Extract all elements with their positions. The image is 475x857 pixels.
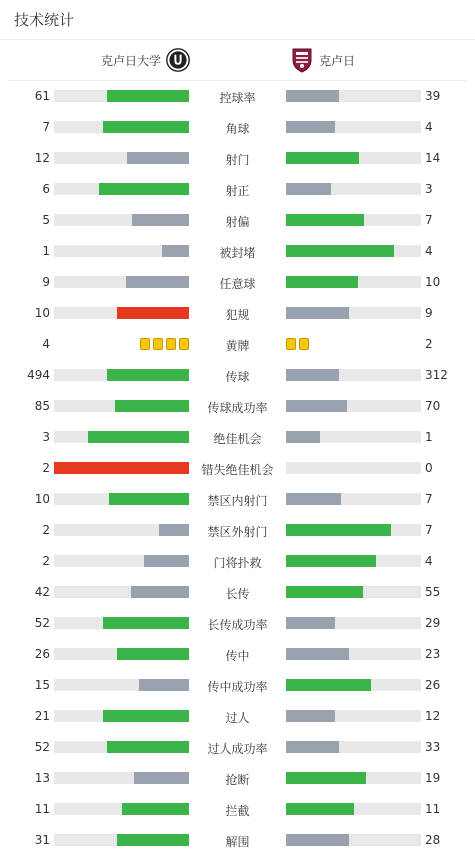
away-stat-value: 7 (425, 523, 433, 537)
home-bar-track (54, 183, 189, 195)
away-bar-fill (286, 307, 349, 319)
stat-row (0, 329, 475, 360)
home-bar-fill (103, 617, 189, 629)
home-bar-fill (159, 524, 189, 536)
away-bar-fill (286, 493, 341, 505)
stat-row (0, 422, 475, 453)
home-bar-track (54, 648, 189, 660)
away-bar-fill (286, 369, 339, 381)
away-bar-fill (286, 276, 358, 288)
stat-row (0, 453, 475, 484)
away-bar-fill (286, 90, 339, 102)
home-bar-fill (54, 462, 189, 474)
away-stat-value: 39 (425, 89, 441, 103)
team-header (8, 40, 467, 81)
away-stat-value: 3 (425, 182, 433, 196)
stat-label: 过人成功率 (207, 742, 268, 756)
away-bar-track (286, 555, 421, 567)
away-stat-value: 4 (425, 554, 433, 568)
stat-row (0, 143, 475, 174)
home-stat-value: 4 (42, 337, 50, 351)
away-bar-track (286, 772, 421, 784)
away-stat-value: 7 (425, 213, 433, 227)
home-bar-fill (144, 555, 189, 567)
home-bar-track (54, 617, 189, 629)
home-bar-track (54, 555, 189, 567)
away-bar-track (286, 400, 421, 412)
stat-row (0, 825, 475, 856)
stat-label: 射正 (225, 184, 250, 198)
stat-label: 禁区内射门 (207, 494, 268, 508)
away-bar-fill (286, 524, 391, 536)
home-stat-value: 10 (34, 306, 50, 320)
home-bar-track (54, 369, 189, 381)
away-yellow-cards (286, 338, 309, 350)
away-bar-fill (286, 183, 331, 195)
away-bar-fill (286, 710, 335, 722)
stat-row (0, 732, 475, 763)
away-bar-track (286, 152, 421, 164)
home-stat-value: 9 (42, 275, 50, 289)
away-stat-value: 12 (425, 709, 441, 723)
home-bar-fill (117, 648, 189, 660)
away-bar-track (286, 121, 421, 133)
stat-label: 射偏 (225, 215, 250, 229)
away-stat-value: 28 (425, 833, 441, 847)
stat-label: 长传成功率 (207, 618, 268, 632)
home-stat-value: 85 (34, 399, 50, 413)
stat-row (0, 763, 475, 794)
away-bar-track (286, 369, 421, 381)
away-team[interactable] (290, 47, 355, 73)
home-stat-value: 31 (34, 833, 50, 847)
home-bar-track (54, 245, 189, 257)
stat-label: 黄牌 (225, 339, 250, 353)
away-bar-fill (286, 586, 363, 598)
away-bar-fill (286, 121, 335, 133)
home-bar-fill (139, 679, 189, 691)
stat-row (0, 484, 475, 515)
yellow-card-icon (286, 338, 296, 350)
away-stat-value: 7 (425, 492, 433, 506)
home-bar-fill (122, 803, 190, 815)
away-bar-track (286, 307, 421, 319)
home-bar-fill (88, 431, 189, 443)
home-stat-value: 13 (34, 771, 50, 785)
stat-row (0, 391, 475, 422)
away-stat-value: 19 (425, 771, 441, 785)
away-bar-fill (286, 679, 371, 691)
home-stat-value: 494 (27, 368, 50, 382)
stat-label: 禁区外射门 (207, 525, 268, 539)
stat-label: 传球成功率 (207, 401, 268, 415)
stat-row (0, 205, 475, 236)
stat-row (0, 608, 475, 639)
home-bar-track (54, 524, 189, 536)
home-bar-track (54, 462, 189, 474)
home-bar-fill (99, 183, 189, 195)
away-bar-fill (286, 400, 347, 412)
home-bar-fill (126, 276, 189, 288)
stat-row (0, 267, 475, 298)
away-bar-track (286, 803, 421, 815)
stat-label: 抢断 (225, 773, 250, 787)
away-stat-value: 26 (425, 678, 441, 692)
home-stat-value: 2 (42, 554, 50, 568)
stat-row (0, 112, 475, 143)
yellow-card-icon (179, 338, 189, 350)
home-yellow-cards (140, 338, 189, 350)
home-stat-value: 52 (34, 616, 50, 630)
away-bar-fill (286, 617, 335, 629)
stat-label: 门将扑救 (213, 556, 262, 570)
stat-label: 长传 (225, 587, 250, 601)
away-stat-value: 4 (425, 120, 433, 134)
stat-label: 控球率 (219, 91, 256, 105)
home-stat-value: 21 (34, 709, 50, 723)
stat-row (0, 546, 475, 577)
home-bar-fill (127, 152, 189, 164)
home-bar-fill (107, 741, 189, 753)
home-stat-value: 5 (42, 213, 50, 227)
home-stat-value: 26 (34, 647, 50, 661)
stat-label: 传球 (225, 370, 250, 384)
home-bar-track (54, 400, 189, 412)
home-bar-fill (134, 772, 189, 784)
away-bar-track (286, 214, 421, 226)
stat-row (0, 794, 475, 825)
stat-label: 被封堵 (219, 246, 256, 260)
away-stat-value: 23 (425, 647, 441, 661)
away-stat-value: 2 (425, 337, 433, 351)
home-stat-value: 10 (34, 492, 50, 506)
stat-row (0, 670, 475, 701)
stat-label: 解围 (225, 835, 250, 849)
stat-label: 角球 (225, 122, 250, 136)
home-stat-value: 11 (34, 802, 50, 816)
stat-row (0, 701, 475, 732)
stat-row (0, 298, 475, 329)
home-team-name: 克卢日大学 (100, 53, 161, 68)
home-bar-track (54, 679, 189, 691)
away-team-name: 克卢日 (319, 53, 356, 68)
home-bar-fill (132, 214, 189, 226)
away-bar-track (286, 586, 421, 598)
away-stat-value: 9 (425, 306, 433, 320)
cfr-cluj-crest-icon (290, 47, 314, 73)
stat-label: 任意球 (219, 277, 256, 291)
home-bar-fill (117, 307, 189, 319)
stat-label: 过人 (225, 711, 250, 725)
away-bar-track (286, 741, 421, 753)
away-bar-fill (286, 431, 320, 443)
away-bar-track (286, 679, 421, 691)
away-bar-fill (286, 772, 366, 784)
yellow-card-icon (299, 338, 309, 350)
stat-row (0, 174, 475, 205)
away-stat-value: 1 (425, 430, 433, 444)
home-bar-fill (103, 121, 189, 133)
home-bar-track (54, 431, 189, 443)
stat-row (0, 236, 475, 267)
away-bar-track (286, 462, 421, 474)
away-bar-fill (286, 834, 349, 846)
away-stat-value: 11 (425, 802, 441, 816)
home-bar-track (54, 710, 189, 722)
away-bar-track (286, 834, 421, 846)
home-bar-track (54, 834, 189, 846)
home-stat-value: 61 (34, 89, 50, 103)
home-stat-value: 42 (34, 585, 50, 599)
stat-row (0, 515, 475, 546)
yellow-card-icon (166, 338, 176, 350)
away-bar-track (286, 524, 421, 536)
home-stat-value: 6 (42, 182, 50, 196)
home-bar-fill (117, 834, 189, 846)
away-stat-value: 33 (425, 740, 441, 754)
home-bar-track (54, 772, 189, 784)
home-team[interactable] (101, 47, 190, 73)
away-bar-fill (286, 555, 376, 567)
away-stat-value: 10 (425, 275, 441, 289)
away-stat-value: 312 (425, 368, 448, 382)
away-bar-fill (286, 648, 349, 660)
away-bar-fill (286, 214, 364, 226)
stat-row (0, 639, 475, 670)
away-stat-value: 55 (425, 585, 441, 599)
home-bar-track (54, 586, 189, 598)
home-bar-fill (103, 710, 189, 722)
away-bar-track (286, 710, 421, 722)
home-bar-track (54, 214, 189, 226)
home-bar-track (54, 307, 189, 319)
stat-label: 绝佳机会 (213, 432, 262, 446)
stat-label: 犯规 (225, 308, 250, 322)
away-bar-fill (286, 152, 359, 164)
stat-label: 传中 (225, 649, 250, 663)
away-stat-value: 29 (425, 616, 441, 630)
away-bar-track (286, 648, 421, 660)
home-bar-track (54, 121, 189, 133)
home-bar-fill (162, 245, 189, 257)
home-bar-track (54, 803, 189, 815)
home-bar-track (54, 276, 189, 288)
yellow-card-icon (153, 338, 163, 350)
home-bar-track (54, 90, 189, 102)
away-stat-value: 14 (425, 151, 441, 165)
home-stat-value: 15 (34, 678, 50, 692)
away-bar-fill (286, 245, 394, 257)
home-stat-value: 1 (42, 244, 50, 258)
stat-label: 错失绝佳机会 (201, 463, 274, 477)
away-bar-track (286, 276, 421, 288)
home-bar-track (54, 741, 189, 753)
home-bar-fill (109, 493, 189, 505)
home-stat-value: 2 (42, 461, 50, 475)
home-stat-value: 12 (34, 151, 50, 165)
home-bar-fill (115, 400, 189, 412)
away-stat-value: 4 (425, 244, 433, 258)
stat-label: 射门 (225, 153, 250, 167)
away-bar-fill (286, 803, 354, 815)
stat-label: 拦截 (225, 804, 250, 818)
away-bar-track (286, 431, 421, 443)
home-bar-fill (107, 90, 189, 102)
away-stat-value: 70 (425, 399, 441, 413)
stats-list (0, 81, 475, 856)
away-bar-track (286, 183, 421, 195)
away-bar-track (286, 617, 421, 629)
away-stat-value: 0 (425, 461, 433, 475)
home-bar-fill (131, 586, 189, 598)
away-bar-fill (286, 741, 339, 753)
u-cluj-crest-icon (166, 47, 190, 73)
home-bar-fill (107, 369, 189, 381)
stat-row (0, 81, 475, 112)
stat-label: 传中成功率 (207, 680, 268, 694)
yellow-card-icon (140, 338, 150, 350)
home-stat-value: 52 (34, 740, 50, 754)
home-stat-value: 2 (42, 523, 50, 537)
home-bar-track (54, 493, 189, 505)
stats-header (0, 0, 475, 40)
stat-row (0, 577, 475, 608)
home-bar-track (54, 152, 189, 164)
away-bar-track (286, 493, 421, 505)
home-stat-value: 7 (42, 120, 50, 134)
stat-row (0, 360, 475, 391)
home-stat-value: 3 (42, 430, 50, 444)
page-title: 技术统计 (14, 11, 75, 29)
away-bar-track (286, 245, 421, 257)
away-bar-track (286, 90, 421, 102)
